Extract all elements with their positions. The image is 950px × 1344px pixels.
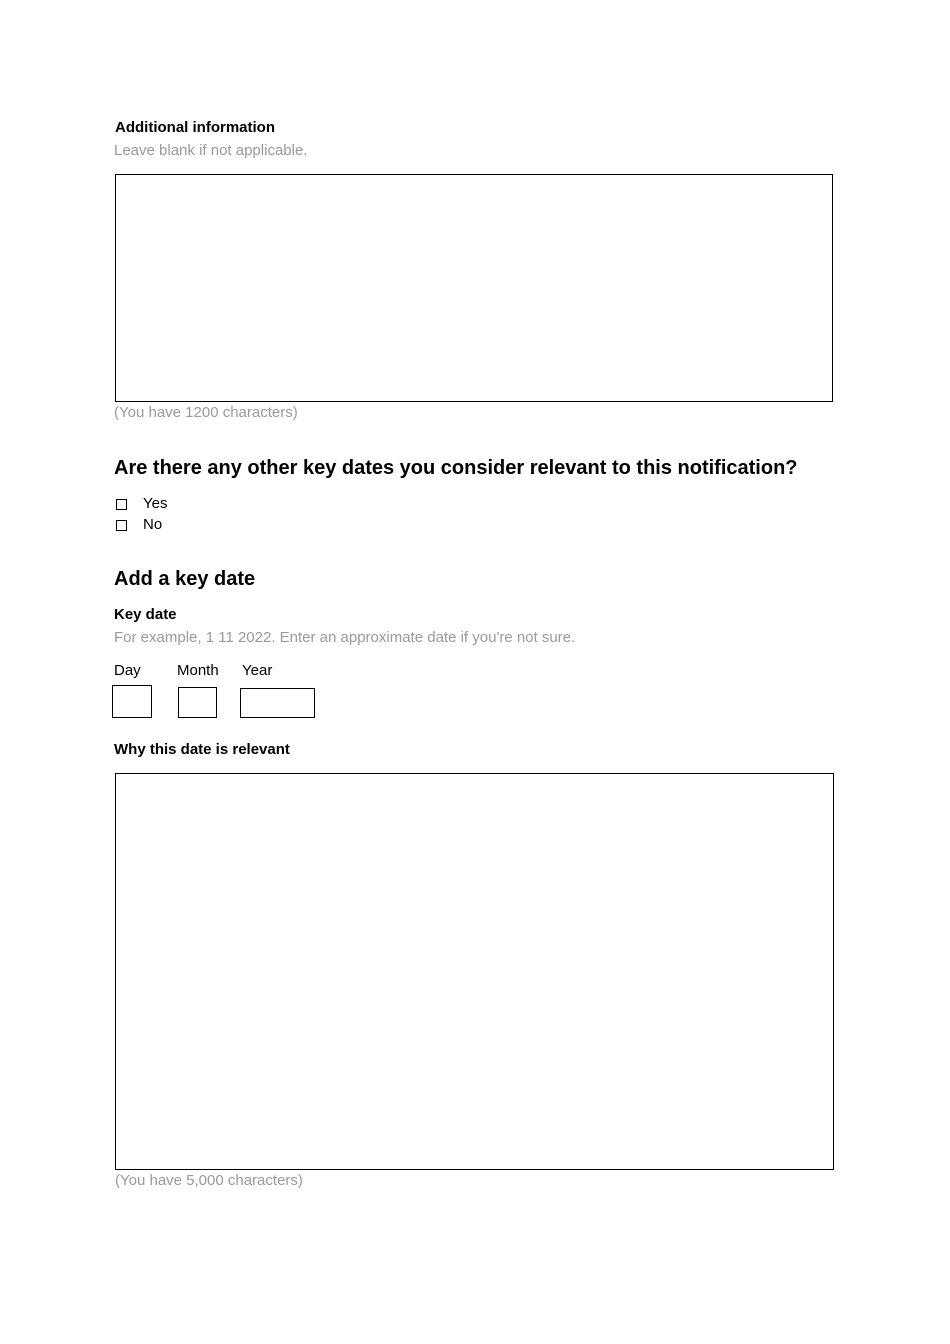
day-label: Day bbox=[114, 662, 141, 679]
checkbox-no[interactable] bbox=[116, 520, 127, 531]
option-yes[interactable] bbox=[116, 495, 167, 513]
relevance-textarea[interactable] bbox=[115, 773, 834, 1170]
month-label: Month bbox=[177, 662, 219, 679]
option-no[interactable] bbox=[116, 516, 162, 534]
additional-info-textarea[interactable] bbox=[115, 174, 833, 402]
additional-info-hint: Leave blank if not applicable. bbox=[114, 142, 308, 159]
option-yes-label: Yes bbox=[143, 495, 168, 512]
year-input[interactable] bbox=[240, 688, 315, 718]
add-key-date-heading: Add a key date bbox=[114, 568, 256, 590]
month-input[interactable] bbox=[178, 687, 217, 718]
option-no-label: No bbox=[143, 516, 163, 533]
additional-info-label: Additional information bbox=[115, 119, 275, 136]
relevance-label: Why this date is relevant bbox=[114, 741, 290, 758]
relevance-char-count: (You have 5,000 characters) bbox=[115, 1172, 303, 1189]
day-input[interactable] bbox=[112, 685, 152, 718]
checkbox-yes[interactable] bbox=[116, 499, 127, 510]
additional-info-char-count: (You have 1200 characters) bbox=[114, 404, 298, 421]
key-date-hint: For example, 1 11 2022. Enter an approximate date if you're not sure. bbox=[114, 629, 576, 646]
key-dates-question-heading: Are there any other key dates you consider relevant to this notification? bbox=[114, 457, 798, 479]
year-label: Year bbox=[242, 662, 273, 679]
key-date-label: Key date bbox=[114, 606, 177, 623]
